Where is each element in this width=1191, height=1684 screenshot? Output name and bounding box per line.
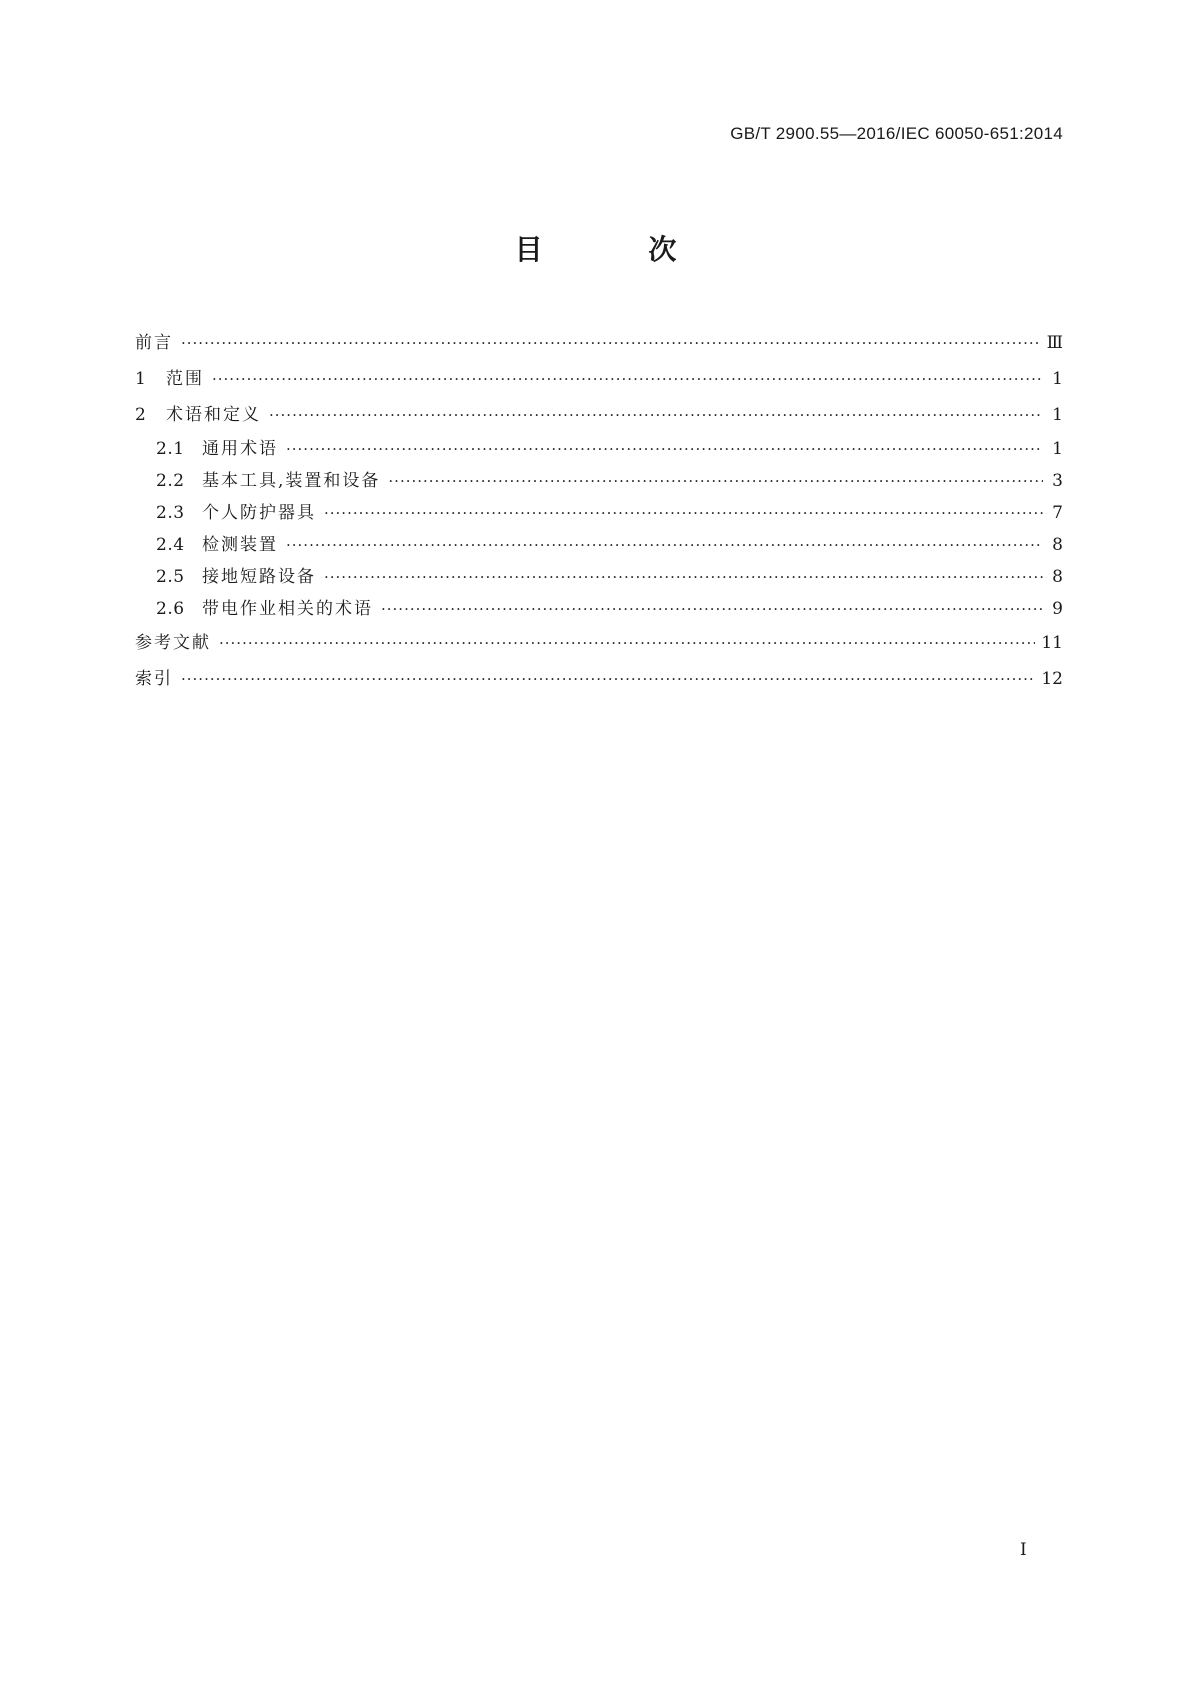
toc-entry-2-6[interactable] [135, 593, 1063, 625]
toc-entry-number: 2.1 [156, 439, 185, 459]
toc-entry-number: 2.4 [156, 535, 185, 555]
toc-entry-text: 范围 [166, 369, 204, 389]
toc-entry-page: 1 [1052, 405, 1063, 425]
toc-entry-text: 接地短路设备 [202, 567, 316, 587]
toc-entry-text: 带电作业相关的术语 [202, 599, 373, 619]
toc-entry-2-2[interactable] [135, 465, 1063, 497]
toc-entry-text: 参考文献 [135, 633, 211, 653]
toc-entry-text: 术语和定义 [166, 405, 261, 425]
toc-entry-page: 8 [1052, 567, 1063, 587]
standard-number: GB/T 2900.55—2016/IEC 60050-651:2014 [730, 124, 1063, 143]
toc-entry-page: 8 [1052, 535, 1063, 555]
toc-entry-text: 检测装置 [202, 535, 278, 555]
toc-entry-number: 1 [135, 369, 147, 389]
toc-dot-leader [388, 465, 1043, 497]
toc-dot-leader [286, 529, 1043, 561]
toc-entry-text: 前言 [135, 333, 173, 353]
toc-entry-page: Ⅲ [1046, 333, 1063, 353]
toc-entry-page: 12 [1041, 669, 1063, 689]
toc-dot-leader [324, 497, 1043, 529]
toc-entry-number: 2.3 [156, 503, 185, 523]
toc-entry-text: 索引 [135, 669, 173, 689]
page-number: I [1020, 1540, 1027, 1560]
toc-dot-leader [286, 433, 1043, 465]
toc-entry-page: 1 [1052, 439, 1063, 459]
toc-entry-page: 7 [1052, 503, 1063, 523]
toc-entry-number: 2.2 [156, 471, 185, 491]
page-title: 目 次 [514, 233, 725, 266]
toc-entry-number: 2.6 [156, 599, 185, 619]
toc-entry-foreword[interactable] [135, 325, 1063, 361]
toc-entry-2-3[interactable] [135, 497, 1063, 529]
toc-entry-2-4[interactable] [135, 529, 1063, 561]
toc-entry-page: 11 [1041, 633, 1063, 653]
toc-entry-text: 通用术语 [202, 439, 278, 459]
toc-entry-number: 2 [135, 405, 147, 425]
toc-entry-page: 1 [1052, 369, 1063, 389]
toc-dot-leader [181, 325, 1041, 361]
toc-entry-page: 9 [1052, 599, 1063, 619]
toc-dot-leader [269, 397, 1043, 433]
table-of-contents [135, 325, 1063, 697]
toc-entry-number: 2.5 [156, 567, 185, 587]
toc-dot-leader [324, 561, 1043, 593]
toc-entry-page: 3 [1052, 471, 1063, 491]
toc-entry-2-5[interactable] [135, 561, 1063, 593]
toc-entry-scope[interactable] [135, 361, 1063, 397]
toc-entry-bibliography[interactable] [135, 625, 1063, 661]
toc-entry-text: 基本工具,装置和设备 [202, 471, 381, 491]
toc-entry-terms-definitions[interactable] [135, 397, 1063, 433]
toc-dot-leader [381, 593, 1043, 625]
toc-dot-leader [219, 625, 1035, 661]
toc-entry-2-1[interactable] [135, 433, 1063, 465]
toc-dot-leader [181, 661, 1035, 697]
toc-entry-text: 个人防护器具 [202, 503, 316, 523]
toc-dot-leader [212, 361, 1043, 397]
toc-entry-index[interactable] [135, 661, 1063, 697]
